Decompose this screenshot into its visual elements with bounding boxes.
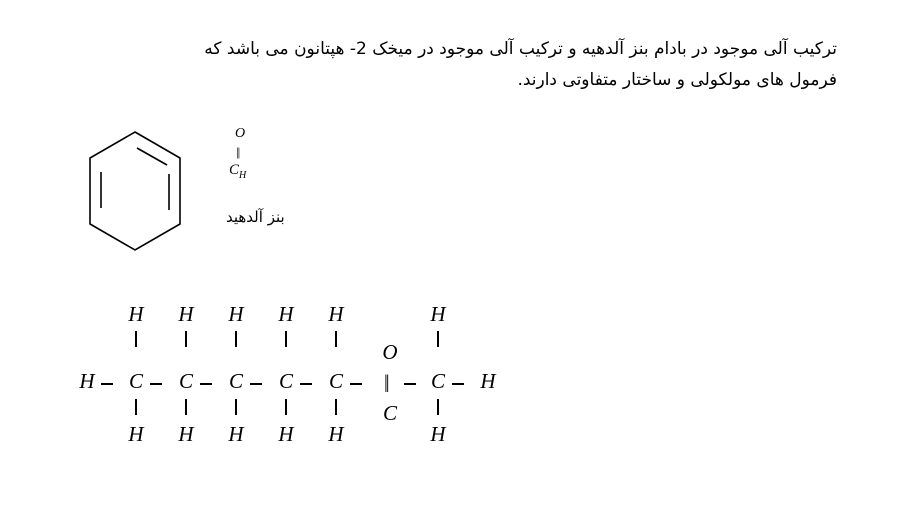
bond-horizontal bbox=[350, 383, 362, 385]
hydrogen-bottom: H bbox=[278, 422, 294, 446]
bond-horizontal bbox=[150, 383, 162, 385]
aldehyde-group bbox=[218, 122, 268, 192]
hydrogen-top: H bbox=[128, 302, 144, 326]
aldehyde-oxygen: O bbox=[235, 126, 246, 141]
aldehyde-double-bond: || bbox=[236, 144, 240, 159]
hydrogen-bottom: H bbox=[178, 422, 194, 446]
carbon: C bbox=[328, 369, 343, 393]
bond-horizontal bbox=[200, 383, 212, 385]
bond-vertical bbox=[135, 331, 137, 347]
hydrogen-bottom: H bbox=[128, 422, 144, 446]
aldehyde-carbon bbox=[229, 162, 246, 181]
intro-paragraph bbox=[57, 36, 837, 98]
aldehyde-carbon-symbol: C bbox=[229, 162, 240, 178]
bond-vertical bbox=[335, 331, 337, 347]
carbon: C bbox=[178, 369, 193, 393]
carbon: C bbox=[430, 369, 445, 393]
carbonyl-double-bond: || bbox=[384, 372, 388, 393]
bond-vertical bbox=[235, 399, 237, 415]
hydrogen-top: H bbox=[228, 302, 244, 326]
bond-vertical bbox=[185, 331, 187, 347]
hydrogen-bottom: H bbox=[228, 422, 244, 446]
hydrogen-top: H bbox=[430, 302, 446, 326]
hydrogen-top: H bbox=[278, 302, 294, 326]
benzene-hexagon bbox=[90, 132, 180, 250]
hydrogen-bottom: H bbox=[430, 422, 446, 446]
bond-vertical bbox=[285, 399, 287, 415]
benzene-ring-diagram bbox=[85, 128, 185, 254]
aldehyde-hydrogen-subscript: H bbox=[239, 170, 247, 181]
bond-vertical bbox=[135, 399, 137, 415]
benzaldehyde-label: بنز آلدهید bbox=[226, 208, 285, 226]
carbonyl-oxygen: O bbox=[382, 340, 398, 364]
bond-horizontal bbox=[452, 383, 464, 385]
intro-line-2 bbox=[57, 67, 837, 94]
bond-vertical bbox=[437, 399, 439, 415]
intro-line-1 bbox=[57, 36, 837, 63]
bond-horizontal bbox=[101, 383, 113, 385]
carbon: C bbox=[278, 369, 293, 393]
carbon: C bbox=[228, 369, 243, 393]
bond-vertical bbox=[235, 331, 237, 347]
bond-horizontal bbox=[404, 383, 416, 385]
bond-horizontal bbox=[250, 383, 262, 385]
hydrogen-top: H bbox=[178, 302, 194, 326]
bond-vertical bbox=[335, 399, 337, 415]
intro-line-1-text: ترکیب آلی موجود در بادام بنز آلدهیه و ترکیب آلی موجود در میخک 2- هپتانون می باشد که bbox=[204, 39, 837, 59]
bond-vertical bbox=[185, 399, 187, 415]
terminal-hydrogen-left: H bbox=[79, 369, 95, 393]
carbon: C bbox=[128, 369, 143, 393]
hydrogen-bottom: H bbox=[328, 422, 344, 446]
intro-line-2-text: فرمول های مولکولی و ساختار متفاوتی دارند. bbox=[517, 70, 837, 90]
benzene-inner-bond-top bbox=[137, 148, 167, 165]
carbonyl-carbon: C bbox=[382, 401, 397, 425]
hydrogen-top: H bbox=[328, 302, 344, 326]
bond-horizontal bbox=[300, 383, 312, 385]
bond-vertical bbox=[437, 331, 439, 347]
terminal-hydrogen-right: H bbox=[480, 369, 496, 393]
bond-vertical bbox=[285, 331, 287, 347]
